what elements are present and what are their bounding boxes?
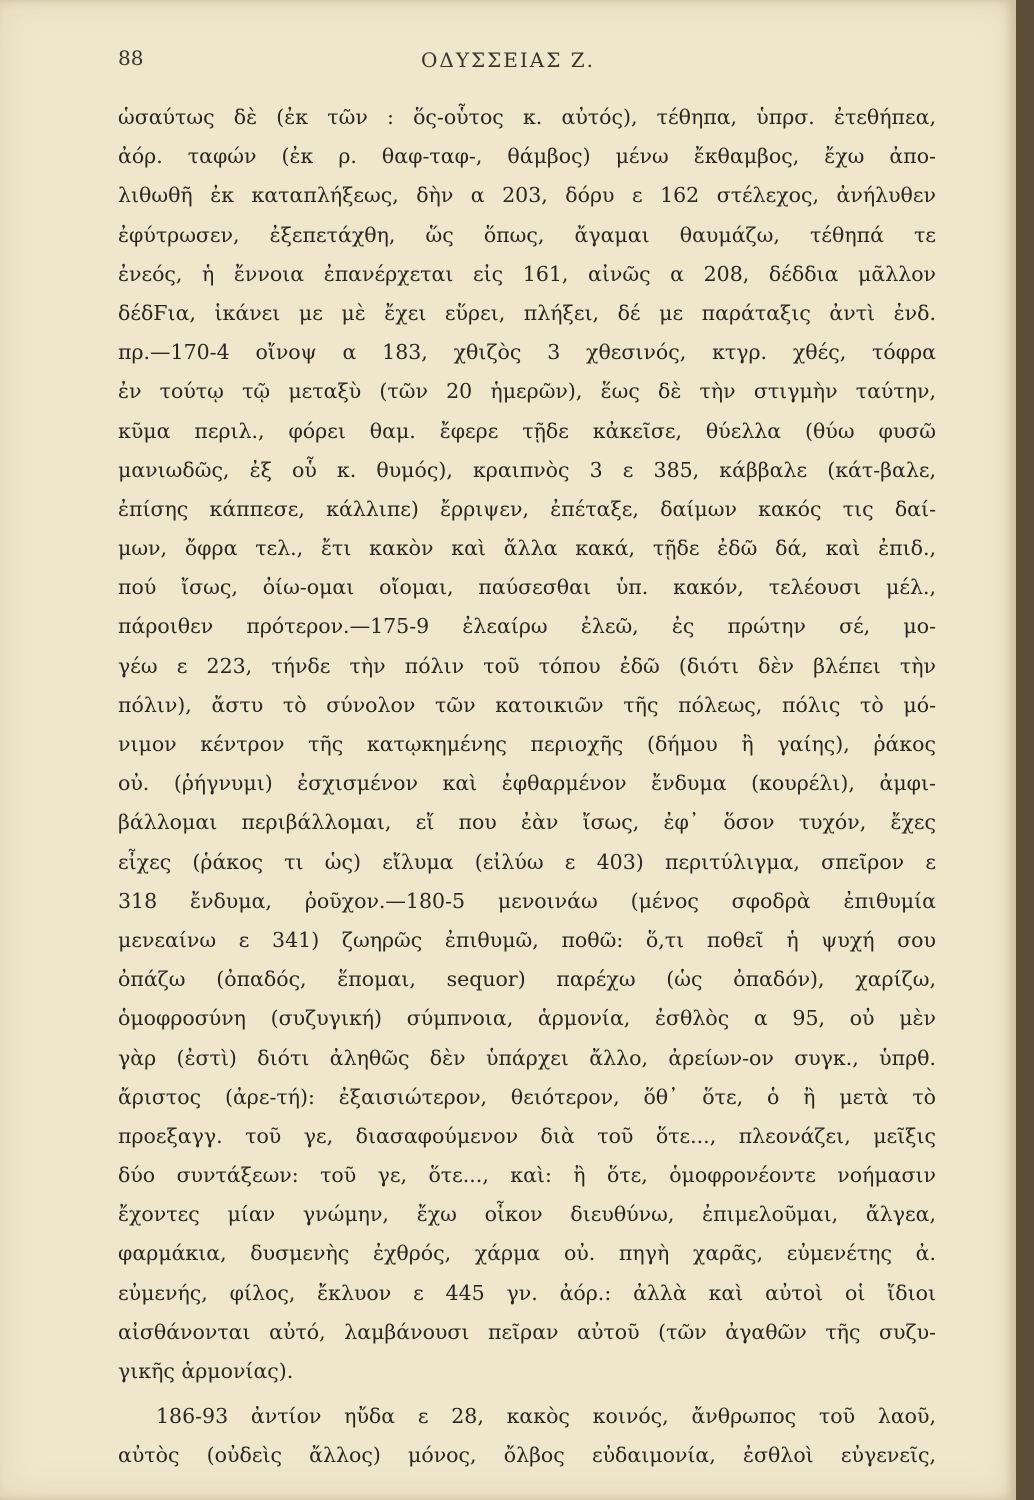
text-line: ἀόρ. ταφών (ἐκ ρ. θαφ-ταφ-, θάμβος) μένω ἔκθαμβος, ἔχω ἀπο- [118, 144, 936, 169]
text-line: πόλιν), ἄστυ τὸ σύνολον τῶν κατοικιῶν τῆς πόλεως, πόλις τὸ μό- [118, 692, 936, 717]
text-line: μανιωδῶς, ἐξ οὗ κ. θυμός), κραιπνὸς 3 ε 385, κάββαλε (κάτ-βαλε, [118, 457, 936, 482]
page-edge [1016, 0, 1034, 1500]
text-line: γικῆς ἁρμονίας). [118, 1359, 294, 1383]
page-number: 88 [118, 46, 144, 70]
text-line: ἄριστος (ἀρε-τή): ἐξαισιώτερον, θειότερον, ὅθ᾽ ὅτε, ὁ ἢ μετὰ τὸ [118, 1084, 936, 1109]
text-line: κῦμα περιλ., φόρει θαμ. ἔφερε τῇδε κἀκεῖσε, θύελλα (θύω φυσῶ [118, 418, 936, 443]
text-line: μων, ὄφρα τελ., ἔτι κακὸν καὶ ἄλλα κακά, τῇδε ἐδῶ δά, καὶ ἐπιδ., [118, 536, 936, 561]
text-line: ἐνεός, ἡ ἔννοια ἐπανέρχεται εἰς 161, αἰνῶς α 208, δέδδια μᾶλλον [118, 261, 936, 286]
text-line: ἐφύτρωσεν, ἐξεπετάχθη, ὥς ὅπως, ἄγαμαι θαυμάζω, τέθηπά τε [118, 222, 936, 247]
commentary-text [118, 98, 936, 1476]
text-line: γὰρ (ἐστὶ) διότι ἀληθῶς δὲν ὑπάρχει ἄλλο, ἀρείων-ον συγκ., ὑπρθ. [118, 1045, 936, 1070]
text-line: δύο συντάξεων: τοῦ γε, ὅτε..., καὶ: ἢ ὅτε, ὁμοφρονέοντε νοήμασιν [118, 1163, 936, 1188]
text-line: ἐν τούτῳ τῷ μεταξὺ (τῶν 20 ἡμερῶν), ἕως δὲ τὴν στιγμὴν ταύτην, [118, 379, 936, 404]
text-line: ἔχοντες μίαν γνώμην, ἔχω οἶκον διευθύνω, ἐπιμελοῦμαι, ἄλγεα, [118, 1202, 936, 1227]
text-line: πού ἴσως, ὀίω-ομαι οἴομαι, παύσεσθαι ὑπ. κακόν, τελέουσι μέλ., [118, 575, 936, 600]
text-line: φαρμάκια, δυσμενὴς ἐχθρός, χάρμα οὐ. πηγὴ χαρᾶς, εὐμενέτης ἀ. [118, 1241, 936, 1266]
text-line: αἰσθάνονται αὐτό, λαμβάνουσι πεῖραν αὐτοῦ (τῶν ἀγαθῶν τῆς συζυ- [118, 1319, 936, 1344]
text-line: νιμον κέντρον τῆς κατῳκημένης περιοχῆς (δήμου ἢ γαίης), ῥάκος [118, 732, 936, 756]
text-line: εὐμενής, φίλος, ἔκλυον ε 445 γν. ἀόρ.: ἀλλὰ καὶ αὐτοὶ οἱ ἴδιοι [118, 1280, 936, 1305]
text-line: εἶχες (ῥάκος τι ὡς) εἴλυμα (εἰλύω ε 403) περιτύλιγμα, σπεῖρον ε [118, 849, 936, 874]
text-line: ὡσαύτως δὲ (ἐκ τῶν : ὅς-οὗτος κ. αὐτός), τέθηπα, ὑπρσ. ἐτεθήπεα, [118, 105, 936, 129]
text-line: πάροιθεν πρότερον.—175-9 ἐλεαίρω ἐλεῶ, ἐς πρώτην σέ, μο- [118, 614, 936, 639]
text-line: πρ.—170-4 οἴνοψ α 183, χθιζὸς 3 χθεσινός, κτγρ. χθές, τόφρα [118, 340, 936, 365]
text-line: λιθωθῆ ἐκ καταπλήξεως, δὴν α 203, δόρυ ε 162 στέλεχος, ἀνήλυθεν [118, 183, 936, 208]
text-line: ὀπάζω (ὀπαδός, ἕπομαι, sequor) παρέχω (ὡς ὀπαδόν), χαρίζω, [118, 967, 936, 992]
text-line: βάλλομαι περιβάλλομαι, εἴ που ἐὰν ἴσως, ἐφ᾽ ὅσον τυχόν, ἔχες [118, 810, 936, 835]
text-line: οὐ. (ῥήγνυμι) ἐσχισμένον καὶ ἐφθαρμένον ἔνδυμα (κουρέλι), ἀμφι- [118, 771, 936, 796]
text-line: 186-93 ἀντίον ηὔδα ε 28, κακὸς κοινός, ἄνθρωπος τοῦ λαοῦ, [156, 1404, 936, 1429]
text-line: δέδϜια, ἱκάνει με μὲ ἔχει εὕρει, πλήξει, δέ με παράταξις ἀντὶ ἐνδ. [118, 300, 936, 325]
text-line: προεξαγγ. τοῦ γε, διασαφούμενον διὰ τοῦ ὅτε..., πλεονάζει, μεῖξις [118, 1123, 936, 1148]
running-title: ΟΔΥΣΣΕΙΑΣ Ζ. [420, 48, 596, 72]
text-line: μενεαίνω ε 341) ζωηρῶς ἐπιθυμῶ, ποθῶ: ὅ,τι ποθεῖ ἡ ψυχή σου [118, 927, 936, 952]
text-line: γέω ε 223, τήνδε τὴν πόλιν τοῦ τόπου ἐδῶ (διότι δὲν βλέπει τὴν [118, 653, 936, 678]
text-line: 318 ἔνδυμα, ῥοῦχον.—180-5 μενοινάω (μένος σφοδρὰ ἐπιθυμία [118, 888, 936, 913]
text-line: ὁμοφροσύνη (συζυγική) σύμπνοια, ἁρμονία, ἐσθλὸς α 95, οὐ μὲν [118, 1006, 936, 1031]
text-line: αὐτὸς (οὐδεὶς ἄλλος) μόνος, ὄλβος εὐδαιμονία, ἐσθλοὶ εὐγενεῖς, [118, 1443, 936, 1468]
text-line: ἐπίσης κάππεσε, κάλλιπε) ἔρριψεν, ἐπέταξε, δαίμων κακός τις δαί- [118, 496, 936, 521]
